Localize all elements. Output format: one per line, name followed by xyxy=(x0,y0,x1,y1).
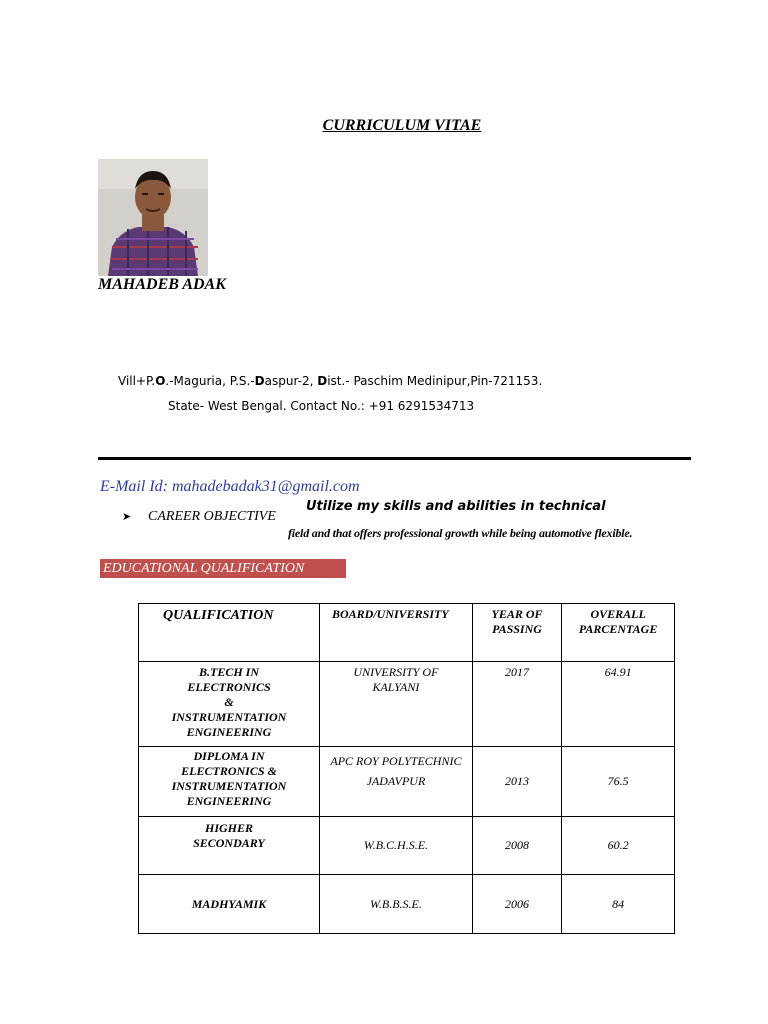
address-part: Vill+P. xyxy=(118,374,156,388)
qualification-cell xyxy=(139,662,320,747)
profile-photo xyxy=(98,159,208,276)
address-part: .-Maguria, P.S.- xyxy=(165,374,255,388)
year-cell: 2013 xyxy=(472,747,561,817)
education-table xyxy=(138,603,675,934)
document-title: CURRICULUM VITAE xyxy=(322,117,482,134)
percentage-cell: 60.2 xyxy=(562,817,675,875)
board-cell xyxy=(319,817,472,875)
qualification-line: ENGINEERING xyxy=(186,725,272,739)
board-line: W.B.C.H.S.E. xyxy=(363,838,429,852)
address-part: D xyxy=(317,374,328,388)
career-objective-label: CAREER OBJECTIVE xyxy=(148,509,276,524)
column-header-qualification: QUALIFICATION xyxy=(139,604,320,662)
arrow-bullet-icon: ➤ xyxy=(122,510,132,523)
year-cell: 2006 xyxy=(472,875,561,934)
qualification-line: HIGHER xyxy=(204,821,253,835)
table-row xyxy=(139,875,675,934)
address-part: O xyxy=(155,374,166,388)
year-cell: 2017 xyxy=(472,662,561,747)
column-header-year: YEAR OF PASSING xyxy=(472,604,561,662)
board-line: UNIVERSITY OF xyxy=(353,665,439,679)
year-cell: 2008 xyxy=(472,817,561,875)
address-line-1 xyxy=(118,374,542,388)
qualification-cell xyxy=(139,817,320,875)
board-cell xyxy=(319,875,472,934)
qualification-line: ELECTRONICS & xyxy=(181,764,277,778)
horizontal-divider xyxy=(98,457,691,460)
percentage-cell: 76.5 xyxy=(562,747,675,817)
address-part: D xyxy=(254,374,265,388)
qualification-line: DIPLOMA IN xyxy=(193,749,265,763)
qualification-cell xyxy=(139,875,320,934)
qualification-line: ELECTRONICS xyxy=(187,680,271,694)
candidate-name: MAHADEB ADAK xyxy=(98,276,226,293)
percentage-cell: 84 xyxy=(562,875,675,934)
column-header-percentage: OVERALL PARCENTAGE xyxy=(562,604,675,662)
board-cell xyxy=(319,747,472,817)
qualification-line: & xyxy=(224,695,234,709)
board-line: W.B.B.S.E. xyxy=(369,896,422,911)
person-photo-icon xyxy=(98,159,208,276)
table-row xyxy=(139,662,675,747)
education-section-header: EDUCATIONAL QUALIFICATION xyxy=(100,559,346,578)
email-address[interactable]: E-Mail Id: mahadebadak31@gmail.com xyxy=(100,478,360,495)
board-line: KALYANI xyxy=(372,680,420,694)
qualification-line: MADHYAMIK xyxy=(191,896,267,911)
career-objective-line-2: field and that offers professional growth while being automotive flexible. xyxy=(288,526,633,540)
table-row xyxy=(139,747,675,817)
qualification-cell xyxy=(139,747,320,817)
board-line: APC ROY POLYTECHNIC xyxy=(330,754,462,768)
address-part: aspur-2, xyxy=(264,374,318,388)
qualification-line: INSTRUMENTATION xyxy=(171,779,287,793)
board-cell xyxy=(319,662,472,747)
address-part: ist.- Paschim Medinipur,Pin-721153. xyxy=(327,374,543,388)
address-line-2: State- West Bengal. Contact No.: +91 6291534713 xyxy=(168,399,475,413)
table-header-row xyxy=(139,604,675,662)
table-row xyxy=(139,817,675,875)
qualification-line: INSTRUMENTATION xyxy=(171,710,287,724)
board-line: JADAVPUR xyxy=(366,774,426,788)
qualification-line: ENGINEERING xyxy=(186,794,272,808)
percentage-cell: 64.91 xyxy=(562,662,675,747)
qualification-line: SECONDARY xyxy=(193,836,265,850)
career-objective-line-1: Utilize my skills and abilities in technical xyxy=(306,499,606,514)
column-header-board: BOARD/UNIVERSITY xyxy=(319,604,472,662)
qualification-line: B.TECH IN xyxy=(198,665,259,679)
